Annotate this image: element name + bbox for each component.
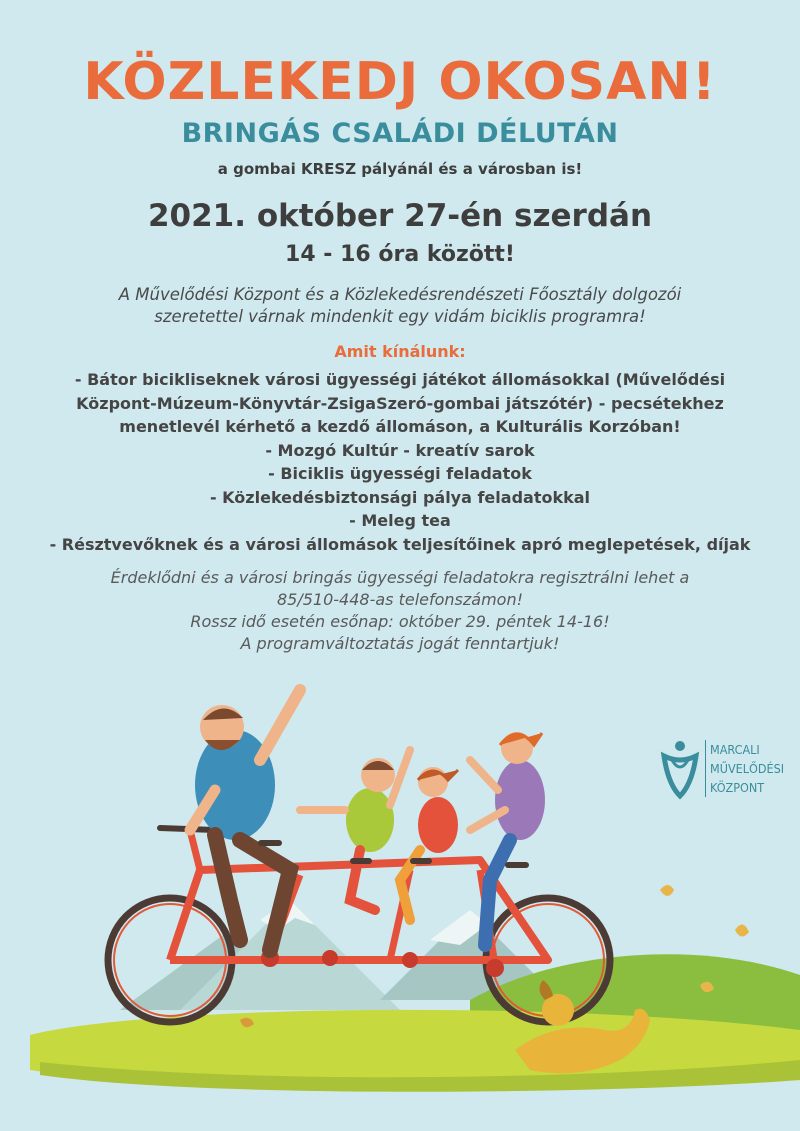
info-line: Érdeklődni és a városi bringás ügyességi feladatokra regisztrálni lehet a [110,568,690,587]
mom-torso [495,760,545,840]
seat [505,862,529,868]
offer-line: - Bátor bicikliseknek városi ügyességi játékot állomásokkal (Művelődési [74,370,726,389]
girl-torso [418,797,458,853]
info-text [0,567,800,655]
leaf-shape [735,924,749,936]
event-date: 2021. október 27-én szerdán [147,198,653,234]
poster-subtitle: BRINGÁS CSALÁDI DÉLUTÁN [181,118,619,149]
seat [410,858,432,864]
logo-line: MARCALI [710,742,760,757]
offer-line: - Meleg tea [349,511,451,530]
poster-tagline: a gombai KRESZ pályánál és a városban is! [217,160,583,178]
offer-list [0,368,800,556]
offer-line: - Közlekedésbiztonsági pálya feladatokkal [209,487,591,507]
logo-line: KÖZPONT [710,780,765,795]
pedal-gear [486,959,504,977]
intro-line: szeretettel várnak mindenkit egy vidám biciklis programra! [154,307,646,326]
pedal-gear [322,950,338,966]
family-tandem-bicycle-illustration [0,660,800,1131]
offer-line: menetlevél kérhető a kezdő állomáson, a Kulturális Korzóban! [119,417,681,436]
info-line: Rossz idő esetén esőnap: október 29. péntek 14-16! [190,612,610,631]
seat [350,858,372,864]
seat [258,840,282,846]
info-line: 85/510-448-as telefonszámon! [276,590,524,609]
dad-arm-raised [260,690,300,760]
boy-torso [346,788,394,852]
logo-line: MŰVELŐDÉSI [710,761,785,776]
offer-line: - Résztvevőknek és a városi állomások teljesítőinek apró meglepetések, díjak [49,534,751,554]
event-time: 14 - 16 óra között! [285,242,515,267]
intro-text [0,284,800,328]
poster-title: KÖZLEKEDJ OKOSAN! [83,52,717,112]
offer-line: - Biciklis ügyességi feladatok [268,464,532,483]
offer-heading: Amit kínálunk: [334,342,466,361]
pedal-gear [402,952,418,968]
offer-line: - Mozgó Kultúr - kreatív sarok [265,440,535,460]
offer-line: Központ-Múzeum-Könyvtár-ZsigaSzeró-gombai játszótér) - pecsétekhez [76,393,724,413]
intro-line: A Művelődési Központ és a Közlekedésrendészeti Főosztály dolgozói [118,285,682,304]
logo-text [705,740,784,797]
leaf-shape [660,885,674,896]
handlebar-post [190,830,200,870]
info-line: A programváltoztatás jogát fenntartjuk! [240,634,560,653]
